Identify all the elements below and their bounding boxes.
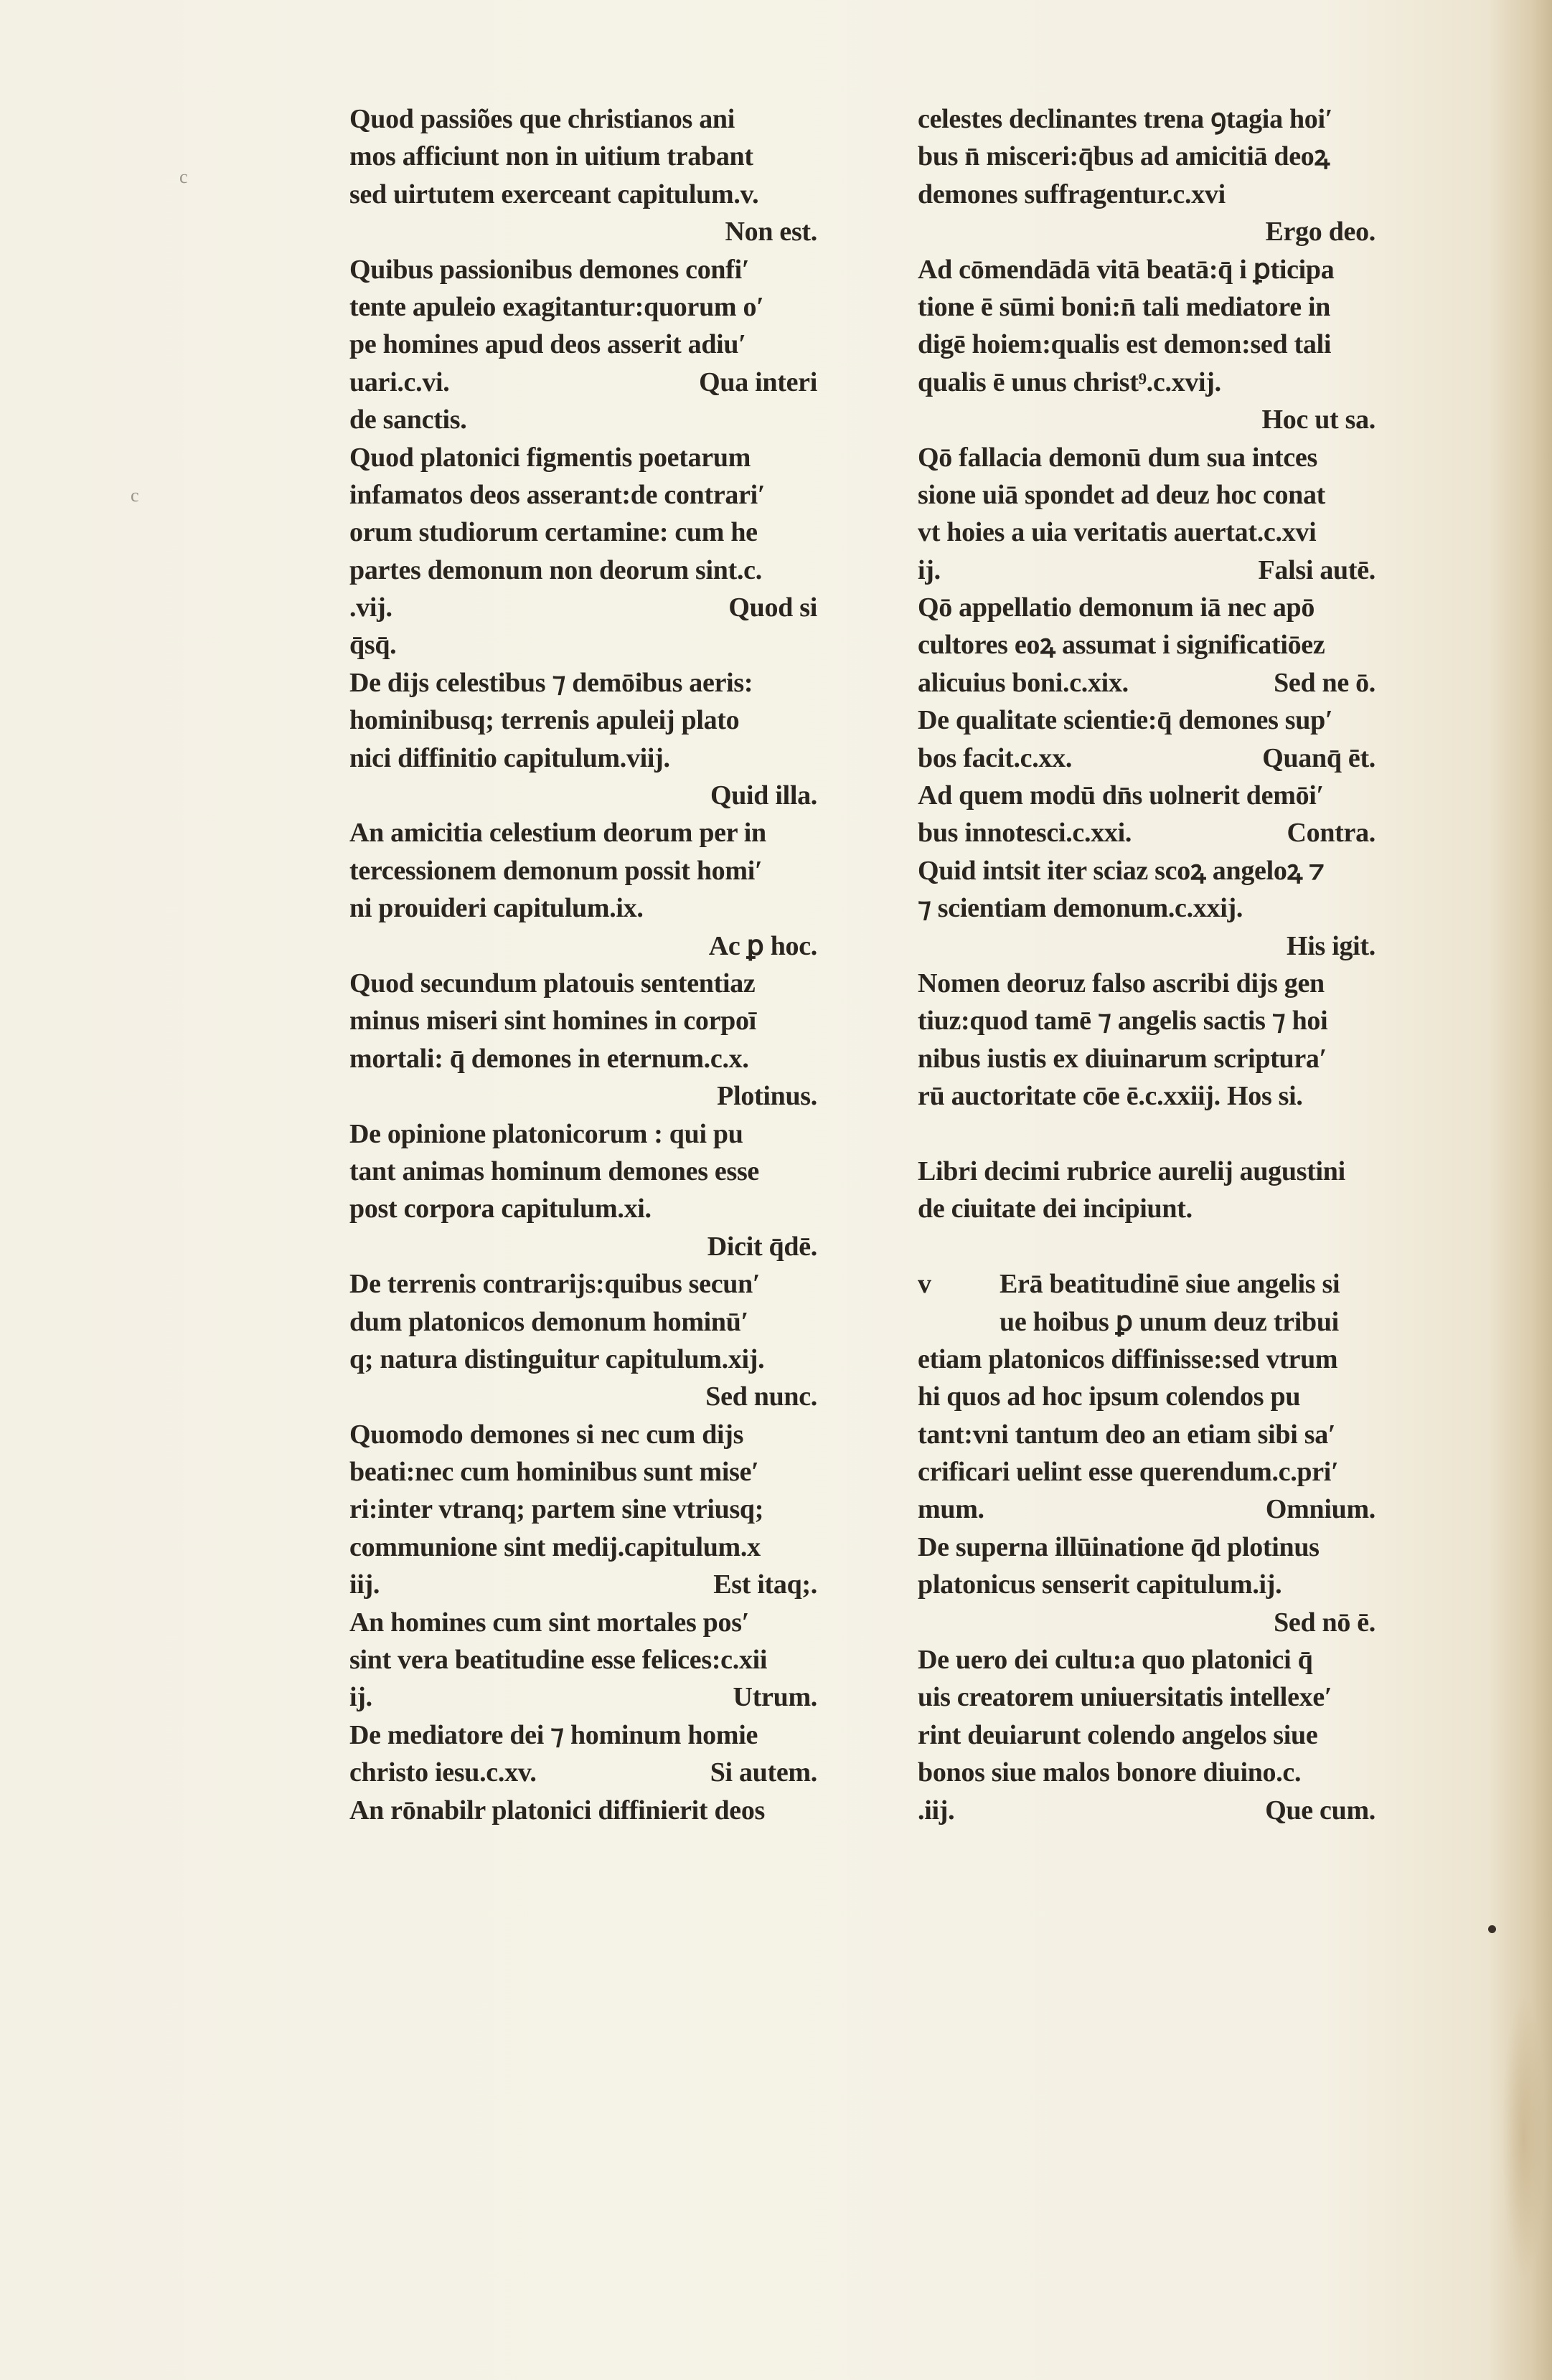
line-text: communione sint medij.capitulum.x [349,1531,761,1562]
line-text: tente apuleio exagitantur:quorum o′ [349,291,764,322]
line-text: tione ē sūmi boni:n̄ tali mediatore in [918,291,1331,322]
text-line [918,326,1375,363]
line-text: ⁊ scientiam demonum.c.xxij. [918,893,1243,924]
catchword: Utrum. [733,1682,817,1713]
text-line [918,777,1375,814]
line-text: christo iesu.c.xv. [349,1757,537,1788]
line-text: ue hoibus ꝑ unum deuz tribui [1000,1306,1339,1337]
text-line [349,251,817,288]
text-line [918,1190,1375,1227]
line-text: Quod secundum platouis sententiaz [349,968,756,998]
text-line [349,514,817,551]
text-line [918,1566,1375,1603]
line-text: q; natura distinguitur capitulum.xij. [349,1344,765,1374]
line-text: ij. [349,1682,372,1713]
line-text: rint deuiarunt colendo angelos siue [918,1719,1318,1750]
text-line [918,702,1375,739]
catchword: Que cum. [1265,1795,1375,1826]
right-column [918,100,1375,1829]
line-text: cultores eoꝝ assumat i significatiōez [918,630,1325,661]
catchword: His igit. [1287,930,1375,961]
text-line [918,364,1375,401]
line-text: crificari uelint esse querendum.c.pri′ [918,1457,1339,1488]
line-text: etiam platonicos diffinisse:sed vtrum [918,1344,1338,1374]
text-line [918,1716,1375,1754]
line-text: qualis ē unus christ⁹.c.xvij. [918,367,1221,397]
text-line [918,664,1375,702]
text-line [349,1190,817,1227]
text-line [349,1678,817,1716]
text-line [918,814,1375,851]
line-text: platonicus senserit capitulum.ij. [918,1569,1282,1600]
text-line [918,1754,1375,1791]
text-line [349,1228,817,1265]
line-text: rū auctoritate cōe ē.c.xxiij. Hos si. [918,1081,1303,1112]
line-text: An rōnabilr platonici diffinierit deos [349,1795,766,1826]
line-text: An amicitia celestium deorum per in [349,818,766,849]
text-line [349,814,817,851]
line-text: tercessionem demonum possit homi′ [349,855,763,886]
line-text: Nomen deoruz falso ascribi dijs gen [918,968,1325,998]
text-line [349,1792,817,1829]
text-line [918,1792,1375,1829]
line-text: hi quos ad hoc ipsum colendos pu [918,1382,1301,1412]
text-line [918,1153,1375,1190]
text-line [918,965,1375,1002]
line-text: tant animas hominum demones esse [349,1156,759,1186]
line-text: minus miseri sint homines in corpoī [349,1006,756,1036]
line-text: sint vera beatitudine esse felices:c.xii [349,1645,768,1676]
catchword: Est itaq;. [713,1569,817,1600]
text-line [349,138,817,175]
catchword: Contra. [1287,818,1375,849]
catchword: Sed nō ē. [1274,1607,1375,1638]
text-line [349,288,817,326]
text-line [918,552,1375,589]
text-line [918,288,1375,326]
line-text: bus n̄ misceri:q̄bus ad amicitiā deoꝝ [918,141,1330,172]
text-line [918,740,1375,777]
text-line [918,251,1375,288]
line-text: ri:inter vtranq; partem sine vtriusq; [349,1494,764,1525]
line-text: .iij. [918,1795,955,1826]
text-line [918,1002,1375,1039]
line-text: nibus iustis ex diuinarum scriptura′ [918,1043,1327,1074]
line-text: Erā beatitudinē siue angelis si [1000,1269,1340,1300]
text-line [918,213,1375,250]
line-text: Qō appellatio demonum iā nec apō [918,592,1315,623]
line-text: orum studiorum certamine: cum he [349,517,758,548]
text-line [918,889,1375,927]
text-line [349,965,817,1002]
line-text: de ciuitate dei incipiunt. [918,1194,1193,1224]
line-text: alicuius boni.c.xix. [918,667,1129,698]
text-line [349,777,817,814]
text-line [349,589,817,626]
line-text: de sanctis. [349,405,467,435]
text-line [349,1153,817,1190]
text-line [918,589,1375,626]
catchword: Quid illa. [710,780,817,811]
line-text: Quibus passionibus demones confi′ [349,254,750,285]
text-line [349,1604,817,1641]
line-text: De terrenis contrarijs:quibus secun′ [349,1269,761,1300]
line-text: demones suffragentur.c.xvi [918,179,1226,209]
text-line [349,401,817,438]
line-text: celestes declinantes trena ꝯtagia hoi′ [918,104,1333,134]
text-line [349,176,817,213]
line-text: nici diffinitio capitulum.viij. [349,742,670,773]
catchword: Non est. [725,217,817,247]
text-line [349,927,817,965]
text-line [918,401,1375,438]
line-text: De qualitate scientie:q̄ demones sup′ [918,705,1333,736]
line-text: vt hoies a uia veritatis auertat.c.xvi [918,517,1317,548]
line-text: Quid intsit iter sciaz scoꝝ angeloꝝ ⁊ [918,855,1325,886]
line-text: beati:nec cum hominibus sunt mise′ [349,1457,759,1488]
line-text: digē hoiem:qualis est demon:sed tali [918,329,1332,360]
line-text: De opinione platonicorum : qui pu [349,1118,743,1149]
text-line [349,664,817,702]
line-text: ni prouideri capitulum.ix. [349,893,644,924]
line-text: bonos siue malos bonore diuino.c. [918,1757,1302,1788]
line-text: Quomodo demones si nec cum dijs [349,1419,744,1450]
text-line [918,1678,1375,1716]
catchword: Ac ꝑ hoc. [708,930,817,961]
text-line [918,927,1375,965]
line-text: bos facit.c.xx. [918,742,1073,773]
text-line [349,1378,817,1415]
line-text: Quod passiões que christianos ani [349,104,735,134]
catchword: Sed nunc. [705,1382,817,1412]
line-text: mortali: q̄ demones in eternum.c.x. [349,1043,749,1074]
margin-mark: c [131,485,139,506]
line-text: De mediatore dei ⁊ hominum homie [349,1719,758,1750]
text-line [918,1040,1375,1077]
ink-spot [1488,1925,1496,1933]
text-line [349,439,817,476]
text-line [918,1378,1375,1415]
line-text: Qō fallacia demonū dum sua intces [918,442,1317,473]
text-line [918,1228,1375,1265]
line-text: An homines cum sint mortales pos′ [349,1607,750,1638]
line-text: sed uirtutem exerceant capitulum.v. [349,179,759,209]
line-text: mos afficiunt non in uitium trabant [349,141,753,172]
line-text: q̄sq̄. [349,630,397,661]
text-line [349,326,817,363]
text-line [918,1491,1375,1528]
line-text: bus innotesci.c.xxi. [918,818,1132,849]
catchword: Hoc ut sa. [1261,405,1375,435]
text-line [349,1077,817,1115]
catchword: Sed ne ō. [1274,667,1375,698]
margin-mark: c [179,166,188,187]
line-text: hominibusq; terrenis apuleij plato [349,705,740,736]
line-text: tant:vni tantum deo an etiam sibi sa′ [918,1419,1336,1450]
catchword: Dicit q̄dē. [707,1231,817,1262]
line-text: iij. [349,1569,380,1600]
text-line [349,1040,817,1077]
text-line [349,1265,817,1303]
line-text: ij. [918,554,941,585]
line-text: infamatos deos asserant:de contrari′ [349,479,766,510]
catchword: Si autem. [710,1757,817,1788]
catchword: Quanq̄ ēt. [1262,742,1375,773]
text-line [349,213,817,250]
text-line [918,1341,1375,1378]
text-line [918,138,1375,175]
text-line [918,1303,1375,1341]
text-line [918,852,1375,889]
line-text: Libri decimi rubrice aurelij augustini [918,1156,1345,1186]
text-line [349,100,817,138]
line-text: uari.c.vi. [349,367,450,397]
catchword: Qua interi [699,367,817,397]
text-line [918,176,1375,213]
line-text: uis creatorem uniuersitatis intellexe′ [918,1682,1332,1713]
text-line [349,1529,817,1566]
text-line [918,439,1375,476]
catchword: Plotinus. [717,1081,817,1112]
line-text: post corpora capitulum.xi. [349,1194,652,1224]
line-text: partes demonum non deorum sint.c. [349,554,762,585]
text-line [349,1303,817,1341]
text-line [349,1002,817,1039]
line-text: De dijs celestibus ⁊ demōibus aeris: [349,667,753,698]
text-line [349,552,817,589]
line-text: Ad quem modū dn̄s uolnerit demōi′ [918,780,1324,811]
catchword: Ergo deo. [1265,217,1375,247]
paper-stain [1502,1994,1545,2281]
catchword: Omnium. [1265,1494,1375,1525]
text-line [918,1529,1375,1566]
text-line [349,1641,817,1678]
line-text: dum platonicos demonum hominū′ [349,1306,748,1337]
text-line [918,1604,1375,1641]
text-line [349,1754,817,1791]
text-line [349,1566,817,1603]
text-line [349,852,817,889]
line-text: De uero dei cultu:a quo platonici q̄ [918,1645,1313,1676]
text-line [349,702,817,739]
text-line [918,1077,1375,1115]
text-line [349,740,817,777]
text-line [349,364,817,401]
line-text: Quod platonici figmentis poetarum [349,442,751,473]
line-text: pe homines apud deos asserit adiu′ [349,329,746,360]
text-line [349,626,817,664]
line-text: .vij. [349,592,392,623]
text-line [349,476,817,514]
initial-guide-letter: v [918,1269,931,1300]
text-line [349,1341,817,1378]
text-line [918,1641,1375,1678]
line-text: mum. [918,1494,984,1525]
text-line [349,1416,817,1453]
text-line [918,1115,1375,1153]
catchword: Falsi autē. [1258,554,1375,585]
text-line [349,1491,817,1528]
line-text: sione uiā spondet ad deuz hoc conat [918,479,1326,510]
left-column [349,100,817,1829]
text-line [349,1453,817,1491]
text-line [918,1265,1375,1303]
text-line [349,889,817,927]
text-line [918,626,1375,664]
text-line [349,1115,817,1153]
text-line [918,514,1375,551]
catchword: Quod si [728,592,817,623]
text-line [349,1716,817,1754]
text-line [918,1416,1375,1453]
line-text: Ad cōmendādā vitā beatā:q̄ i ꝑticipa [918,254,1335,285]
line-text: tiuz:quod tamē ⁊ angelis sactis ⁊ hoi [918,1006,1328,1036]
line-text: De superna illūinatione q̄d plotinus [918,1531,1320,1562]
text-line [918,476,1375,514]
text-line [918,1453,1375,1491]
text-line [918,100,1375,138]
